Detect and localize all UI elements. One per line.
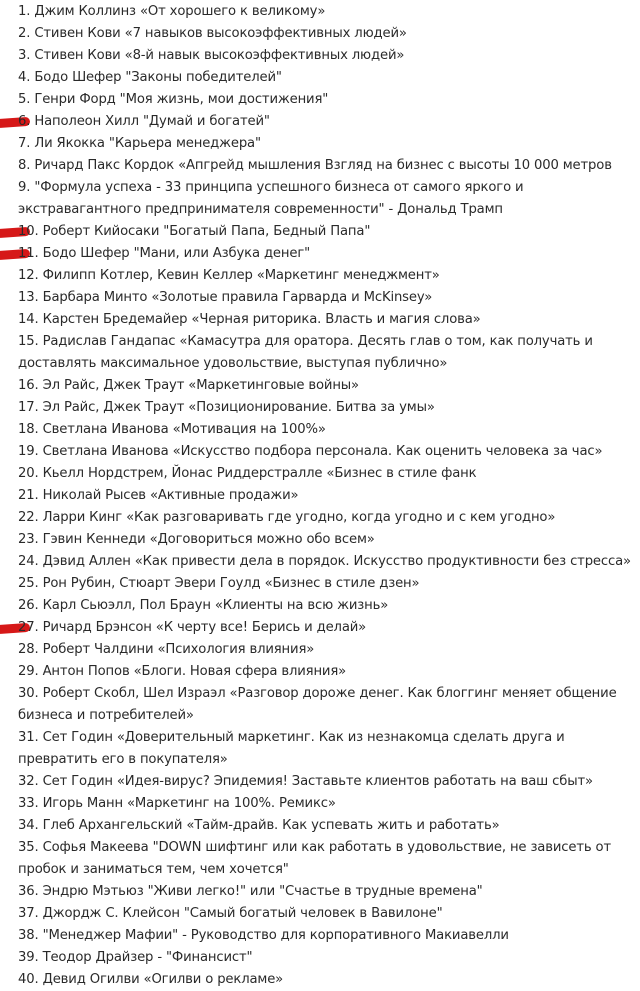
book-title-text: 36. Эндрю Мэтьюз "Живи легко!" или "Счастье в трудные времена" [18,884,483,899]
book-title-text: 12. Филипп Котлер, Кевин Келлер «Маркетинг менеджмент» [18,268,440,283]
book-title-text: 40. Девид Огилви «Огилви о рекламе» [18,972,284,987]
book-list-item [0,177,640,221]
book-list-item [0,771,640,793]
book-title-text: 14. Карстен Бредемайер «Черная риторика. Власть и магия слова» [18,312,481,327]
book-list-item [0,309,640,331]
book-list-item [0,133,640,155]
book-title-text: 27. Ричард Брэнсон «К черту все! Берись и делай» [18,620,367,635]
book-title-text: 22. Ларри Кинг «Как разговаривать где угодно, когда угодно и с кем угодно» [18,510,556,525]
book-title-text: 1. Джим Коллинз «От хорошего к великому» [18,4,326,19]
book-list-item [0,1,640,23]
book-title-text: 31. Сет Годин «Доверительный маркетинг. Как из незнакомца сделать друга и превратить его в покупателя» [18,730,565,767]
book-list-item [0,463,640,485]
book-list-item [0,331,640,375]
book-title-text: 5. Генри Форд "Моя жизнь, мои достижения" [18,92,329,107]
book-list-item [0,419,640,441]
book-list-item [0,89,640,111]
book-list-item [0,661,640,683]
book-title-text: 11. Бодо Шефер "Мани, или Азбука денег" [18,246,311,261]
book-title-text: 17. Эл Райс, Джек Траут «Позиционирование. Битва за умы» [18,400,435,415]
book-list-item [0,815,640,837]
book-title-text: 8. Ричард Пакс Кордок «Апгрейд мышления Взгляд на бизнес с высоты 10 000 метров [18,158,612,173]
book-title-text: 15. Радислав Гандапас «Камасутра для оратора. Десять глав о том, как получать и доставлять максимальное удовольствие, выступая публично» [18,334,593,371]
book-title-text: 29. Антон Попов «Блоги. Новая сфера влияния» [18,664,347,679]
book-list-item [0,243,640,265]
book-title-text: 19. Светлана Иванова «Искусство подбора персонала. Как оценить человека за час» [18,444,603,459]
book-title-text: 10. Роберт Кийосаки "Богатый Папа, Бедный Папа" [18,224,371,239]
book-title-text: 21. Николай Рысев «Активные продажи» [18,488,299,503]
book-list-item [0,287,640,309]
book-list-item [0,639,640,661]
book-list-item [0,683,640,727]
book-list-item [0,23,640,45]
book-list-item [0,397,640,419]
book-list-item [0,265,640,287]
book-list-item [0,793,640,815]
book-list-item [0,947,640,969]
book-title-text: 18. Светлана Иванова «Мотивация на 100%» [18,422,326,437]
book-title-text: 9. "Формула успеха - 33 принципа успешного бизнеса от самого яркого и экстравагантного предпринимателя современности" - Дональд Трамп [18,180,524,217]
book-list-item [0,529,640,551]
book-list-item [0,727,640,771]
book-title-text: 24. Дэвид Аллен «Как привести дела в порядок. Искусство продуктивности без стресса» [18,554,631,569]
book-title-text: 2. Стивен Кови «7 навыков высокоэффективных людей» [18,26,407,41]
book-list-item [0,573,640,595]
book-title-text: 25. Рон Рубин, Стюарт Эвери Гоулд «Бизнес в стиле дзен» [18,576,420,591]
book-title-text: 13. Барбара Минто «Золотые правила Гарварда и McKinsey» [18,290,433,305]
book-title-text: 32. Сет Годин «Идея-вирус? Эпидемия! Заставьте клиентов работать на ваш сбыт» [18,774,593,789]
book-title-text: 4. Бодо Шефер "Законы победителей" [18,70,282,85]
book-title-text: 6. Наполеон Хилл "Думай и богатей" [18,114,270,129]
book-title-text: 3. Стивен Кови «8-й навык высокоэффективных людей» [18,48,405,63]
book-list-item [0,441,640,463]
book-title-text: 38. "Менеджер Мафии" - Руководство для корпоративного Макиавелли [18,928,509,943]
book-list-item [0,375,640,397]
book-list-item [0,969,640,991]
book-list-item [0,485,640,507]
book-title-text: 23. Гэвин Кеннеди «Договориться можно обо всем» [18,532,375,547]
book-title-text: 28. Роберт Чалдини «Психология влияния» [18,642,315,657]
book-list-item [0,67,640,89]
book-title-text: 16. Эл Райс, Джек Траут «Маркетинговые войны» [18,378,359,393]
book-list-item [0,617,640,639]
book-title-text: 30. Роберт Скобл, Шел Израэл «Разговор дороже денег. Как блоггинг меняет общение бизнеса и потребителей» [18,686,617,723]
book-list-item [0,595,640,617]
book-title-text: 7. Ли Якокка "Карьера менеджера" [18,136,261,151]
book-title-text: 20. Кьелл Нордстрем, Йонас Риддерстралле «Бизнес в стиле фанк [18,466,477,481]
book-list-item [0,881,640,903]
book-list-item [0,551,640,573]
book-title-text: 26. Карл Сьюэлл, Пол Браун «Клиенты на всю жизнь» [18,598,389,613]
book-title-text: 37. Джордж С. Клейсон "Самый богатый человек в Вавилоне" [18,906,443,921]
book-title-text: 39. Теодор Драйзер - "Финансист" [18,950,253,965]
book-title-text: 35. Софья Макеева "DOWN шифтинг или как работать в удовольствие, не зависеть от пробок и заниматься тем, чем хочется" [18,840,611,877]
book-title-text: 34. Глеб Архангельский «Тайм-драйв. Как успевать жить и работать» [18,818,500,833]
book-list-item [0,507,640,529]
book-list-item [0,837,640,881]
book-title-text: 33. Игорь Манн «Маркетинг на 100%. Ремикс» [18,796,336,811]
book-list-item [0,155,640,177]
book-list-item [0,45,640,67]
book-list-item [0,925,640,947]
book-list-item [0,903,640,925]
book-list-item [0,111,640,133]
book-list-item [0,221,640,243]
